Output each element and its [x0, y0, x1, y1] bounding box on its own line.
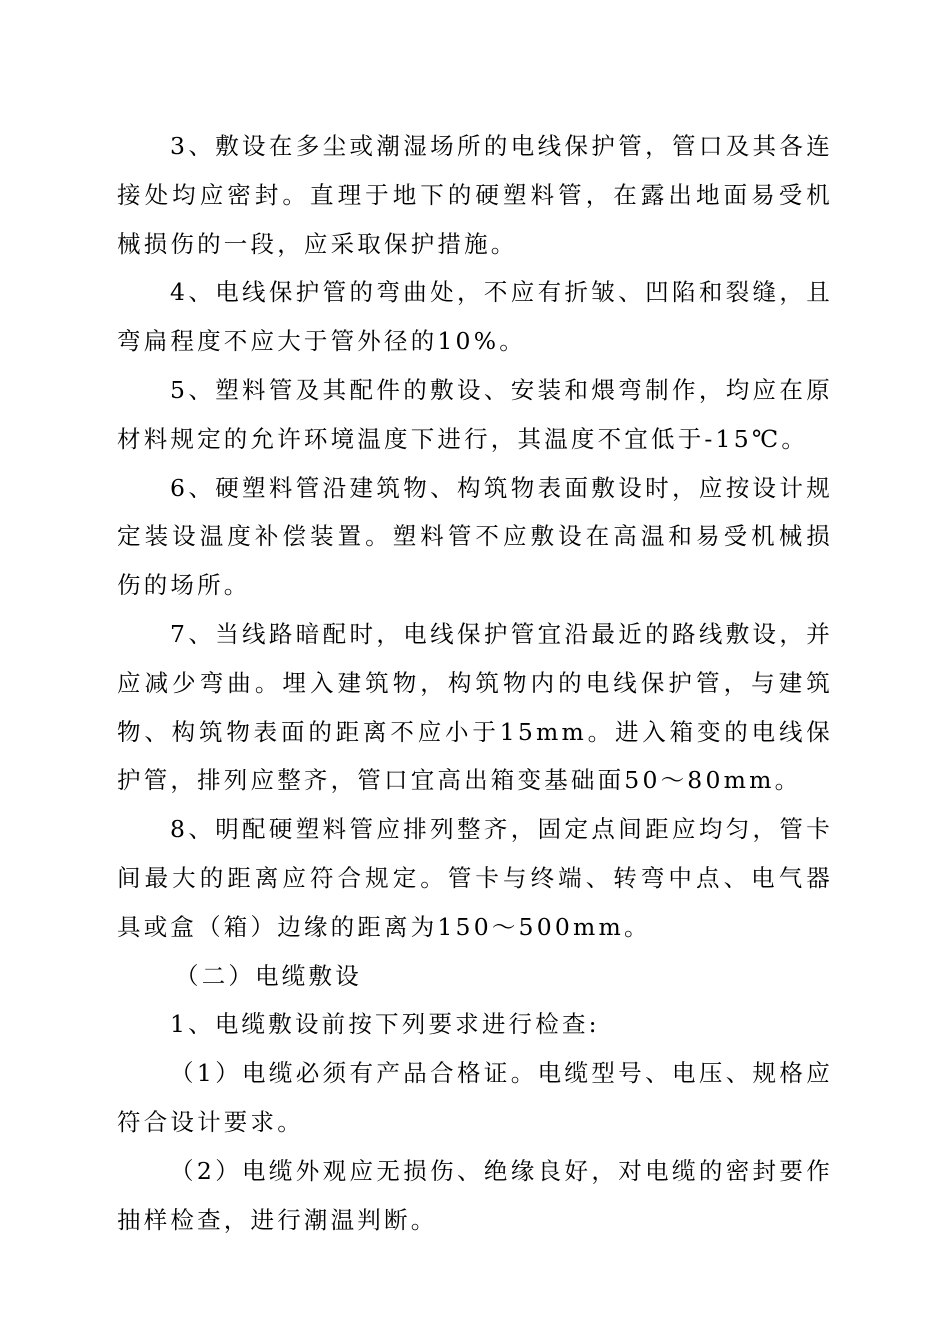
paragraph-cable-1-2: （2）电缆外观应无损伤、绝缘良好，对电缆的密封要作抽样检查，进行潮温判断。	[117, 1156, 833, 1234]
section-heading: （二）电缆敷设	[175, 961, 362, 990]
paragraph-7: 7、当线路暗配时，电线保护管宜沿最近的路线敷设，并应减少弯曲。埋入建筑物，构筑物内的电线保护管，与建筑物、构筑物表面的距离不应小于15mm。进入箱变的电线保护管，排列应整齐，管口宜高出箱变基础面50～80mm。	[117, 619, 833, 795]
paragraph-cable-1: 1、电缆敷设前按下列要求进行检查:	[170, 1010, 600, 1039]
paragraph-8: 8、明配硬塑料管应排列整齐，固定点间距应均匀，管卡间最大的距离应符合规定。管卡与终端、转弯中点、电气器具或盒（箱）边缘的距离为150～500mm。	[117, 815, 833, 941]
paragraph-3: 3、敷设在多尘或潮湿场所的电线保护管，管口及其各连接处均应密封。直理于地下的硬塑料管，在露出地面易受机械损伤的一段，应采取保护措施。	[117, 132, 833, 258]
paragraph-4: 4、电线保护管的弯曲处，不应有折皱、凹陷和裂缝，且弯扁程度不应大于管外径的10%。	[117, 278, 833, 356]
paragraph-6: 6、硬塑料管沿建筑物、构筑物表面敷设时，应按设计规定装设温度补偿装置。塑料管不应敷设在高温和易受机械损伤的场所。	[117, 473, 833, 600]
paragraph-cable-1-1: （1）电缆必须有产品合格证。电缆型号、电压、规格应符合设计要求。	[117, 1059, 833, 1136]
paragraph-5: 5、塑料管及其配件的敷设、安装和煨弯制作，均应在原材料规定的允许环境温度下进行，其温度不宜低于-15℃。	[117, 375, 833, 453]
document-body	[117, 122, 833, 1244]
